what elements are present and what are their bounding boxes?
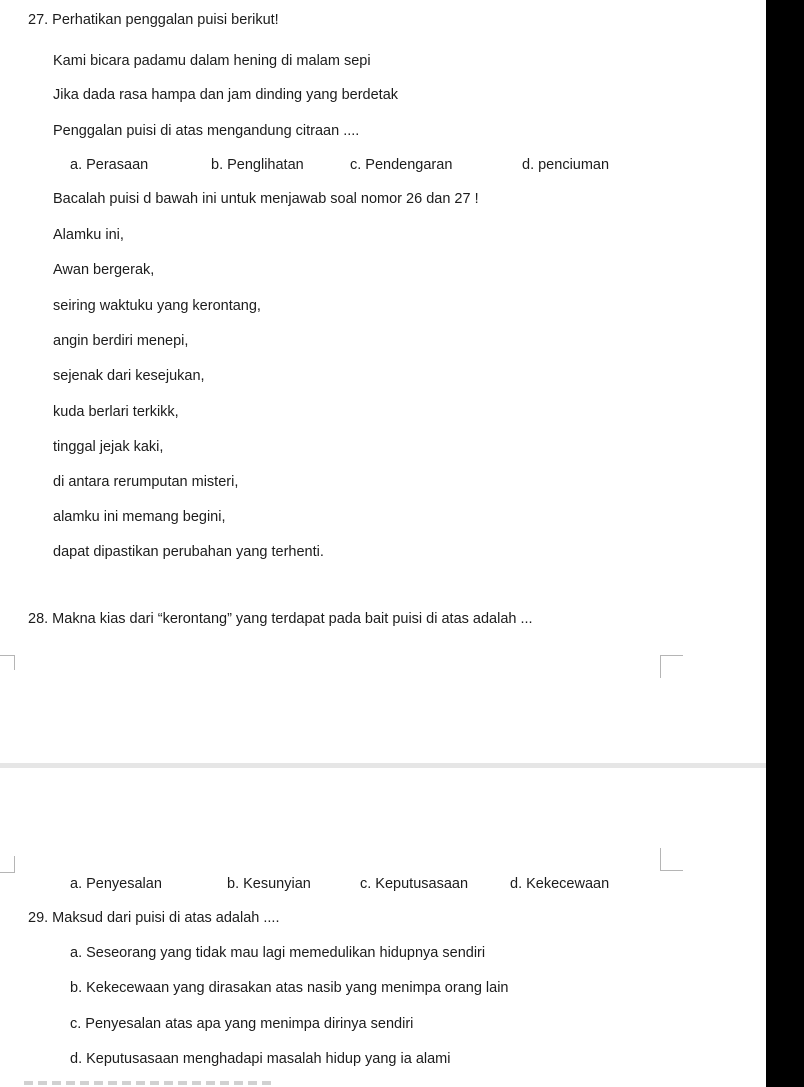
- question-28: 28. Makna kias dari “kerontang” yang terdapat pada bait puisi di atas adalah ...: [28, 611, 533, 627]
- poem-line-5: sejenak dari kesejukan,: [53, 368, 205, 384]
- q27-option-d[interactable]: d. penciuman: [522, 157, 610, 173]
- question-27: 27. Perhatikan penggalan puisi berikut!: [28, 12, 279, 28]
- crop-mark-bottom-right: [660, 848, 683, 871]
- q28-option-b[interactable]: b. Kesunyian: [227, 876, 311, 892]
- q28-option-a[interactable]: a. Penyesalan: [70, 876, 162, 892]
- verse-line-1: Kami bicara padamu dalam hening di malam sepi: [53, 53, 371, 69]
- poem-line-2: Awan bergerak,: [53, 262, 155, 278]
- reading-instruction: Bacalah puisi d bawah ini untuk menjawab soal nomor 26 dan 27 !: [53, 191, 479, 207]
- q29-option-a[interactable]: a. Seseorang yang tidak mau lagi memedulikan hidupnya sendiri: [70, 945, 486, 961]
- poem-line-4: angin berdiri menepi,: [53, 333, 189, 349]
- right-edge-bar: [766, 0, 804, 1087]
- q29-option-c[interactable]: c. Penyesalan atas apa yang menimpa dirinya sendiri: [70, 1016, 414, 1032]
- poem-line-8: di antara rerumputan misteri,: [53, 474, 239, 490]
- q29-option-b[interactable]: b. Kekecewaan yang dirasakan atas nasib yang menimpa orang lain: [70, 980, 509, 996]
- poem-line-10: dapat dipastikan perubahan yang terhenti.: [53, 544, 324, 560]
- q28-option-d[interactable]: d. Kekecewaan: [510, 876, 610, 892]
- verse-line-2: Jika dada rasa hampa dan jam dinding yang berdetak: [53, 87, 399, 103]
- poem-line-6: kuda berlari terkikk,: [53, 404, 179, 420]
- q27-option-a[interactable]: a. Perasaan: [70, 157, 149, 173]
- question-29: 29. Maksud dari puisi di atas adalah ....: [28, 910, 280, 926]
- cut-off-text-line: [24, 1081, 274, 1085]
- crop-mark-top-left: [0, 655, 15, 670]
- poem-line-3: seiring waktuku yang kerontang,: [53, 298, 261, 314]
- crop-mark-bottom-left: [0, 856, 15, 873]
- crop-mark-top-right: [660, 655, 683, 678]
- poem-line-7: tinggal jejak kaki,: [53, 439, 164, 455]
- poem-line-9: alamku ini memang begini,: [53, 509, 226, 525]
- q28-option-c[interactable]: c. Keputusasaan: [360, 876, 469, 892]
- q29-option-d[interactable]: d. Keputusasaan menghadapi masalah hidup yang ia alami: [70, 1051, 451, 1067]
- page-divider: [0, 763, 766, 768]
- question-27-prompt: Penggalan puisi di atas mengandung citraan ....: [53, 123, 360, 139]
- poem-line-1: Alamku ini,: [53, 227, 124, 243]
- q27-option-b[interactable]: b. Penglihatan: [211, 157, 304, 173]
- q27-option-c[interactable]: c. Pendengaran: [350, 157, 453, 173]
